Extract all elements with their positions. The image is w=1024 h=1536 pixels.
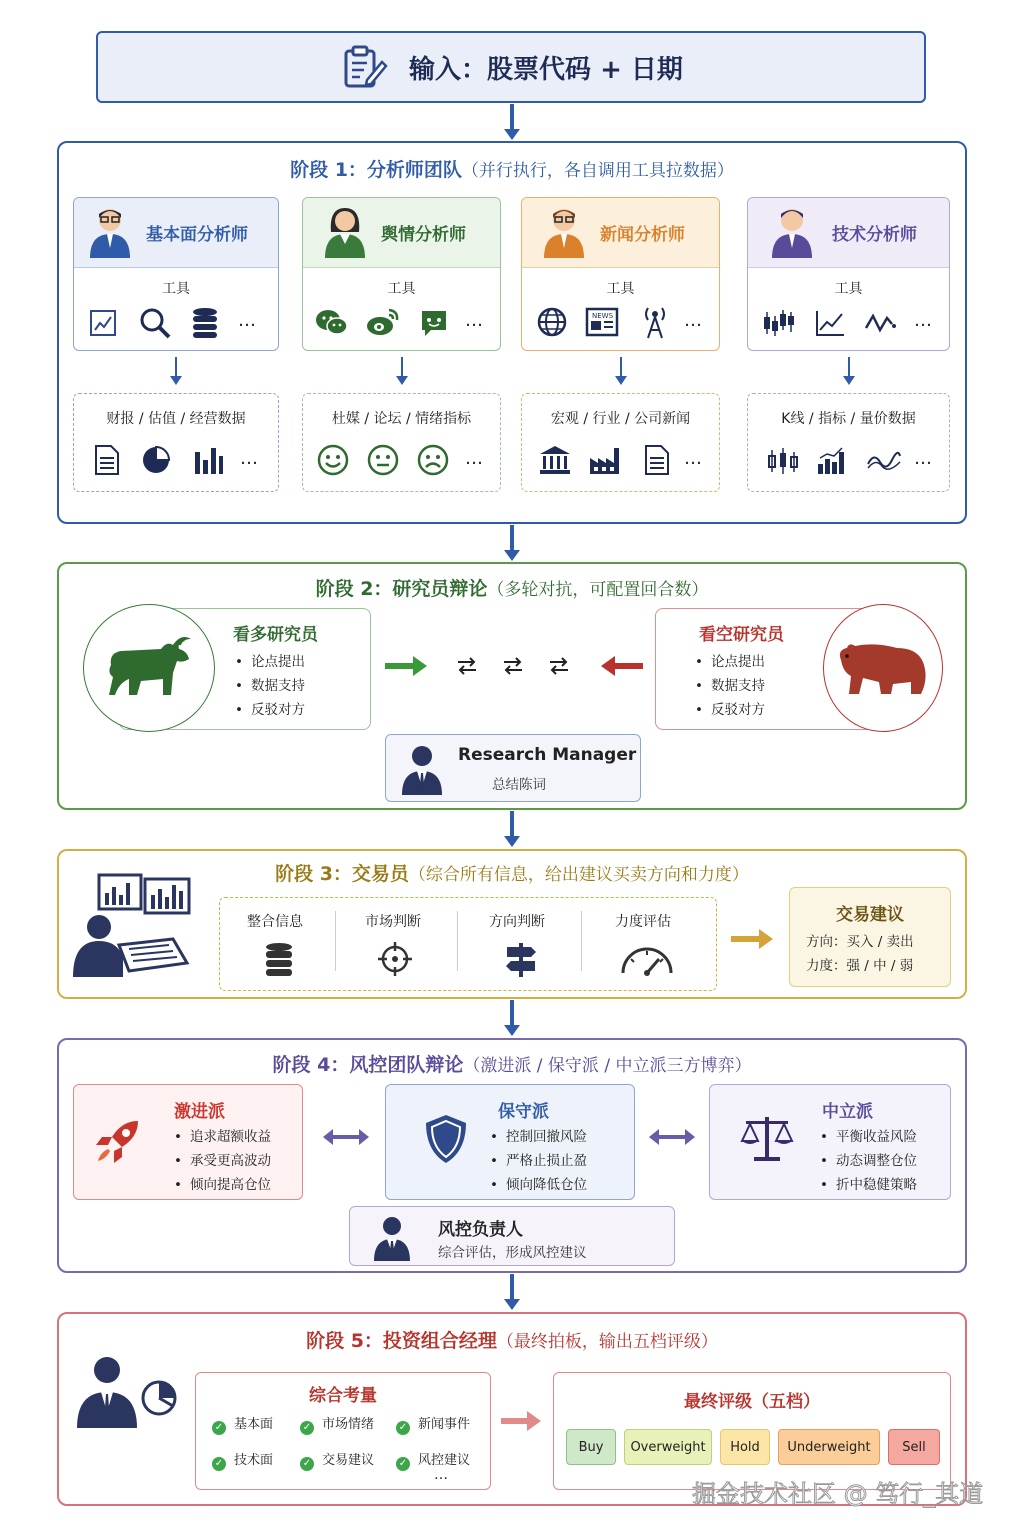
considerations-title: 综合考量 <box>309 1386 377 1406</box>
consideration-item: ✓ 风控建议 <box>396 1449 470 1471</box>
tools-label: 工具 <box>387 281 416 297</box>
chat-bubble-icon <box>419 308 449 338</box>
rating-sell: Sell <box>888 1429 940 1465</box>
check-icon: ✓ <box>396 1457 410 1471</box>
neutral-points <box>820 1125 917 1197</box>
shield-icon <box>424 1113 468 1165</box>
check-icon: ✓ <box>300 1421 314 1435</box>
aggressive-point: • 承受更高波动 <box>174 1149 271 1173</box>
bear-point: • 数据支持 <box>695 674 765 698</box>
bull-point: • 反驳对方 <box>235 698 305 722</box>
ratings-title: 最终评级（五档） <box>684 1392 820 1412</box>
aggressive-points <box>174 1125 271 1197</box>
globe-icon <box>536 306 568 338</box>
consideration-item: ✓ 基本面 <box>212 1413 273 1435</box>
risk-lead-role: 综合评估，形成风控建议 <box>438 1245 587 1261</box>
aggressive-point: • 追求超额收益 <box>174 1125 271 1149</box>
stage-4-title: 阶段 4：风控团队辩论（激进派 / 保守派 / 中立派三方博弈） <box>272 1054 752 1076</box>
aggressive-title: 激进派 <box>174 1102 225 1122</box>
database-icon <box>263 941 295 977</box>
search-icon <box>138 306 172 340</box>
analyst-avatar-icon <box>88 204 132 258</box>
bear-point: • 论点提出 <box>695 650 765 674</box>
risk-lead-card <box>349 1206 675 1266</box>
analyst-avatar-icon <box>323 204 367 258</box>
conservative-card <box>385 1084 635 1200</box>
weibo-icon <box>365 306 401 338</box>
line-chart-icon <box>814 308 846 338</box>
more-indicator: … <box>465 448 483 469</box>
data-label: 杜媒 / 论坛 / 情绪指标 <box>331 411 472 427</box>
more-indicator: … <box>914 310 932 331</box>
check-icon: ✓ <box>300 1457 314 1471</box>
green-arrow-right-icon <box>385 654 429 678</box>
tools-label: 工具 <box>162 281 190 297</box>
analyst-card-sentiment <box>302 197 501 351</box>
data-label: 财报 / 估值 / 经营数据 <box>106 411 246 427</box>
rating-underweight: Underweight <box>778 1429 880 1465</box>
gold-arrow-right-icon <box>731 927 775 951</box>
flow-arrow <box>620 357 622 377</box>
data-card-technical <box>747 393 950 492</box>
divider <box>457 911 458 971</box>
conservative-point: • 倾向降低仓位 <box>490 1173 587 1197</box>
double-arrow-icon <box>321 1128 371 1146</box>
divider <box>335 911 336 971</box>
input-box <box>96 31 926 103</box>
stage-5-title: 阶段 5：投资组合经理（最终拍板，输出五档评级） <box>306 1330 718 1352</box>
flow-arrow <box>510 1274 514 1300</box>
newspaper-icon <box>584 306 620 338</box>
trader-workstation-icon <box>69 871 197 981</box>
ratings-card <box>553 1372 951 1490</box>
candlestick-icon <box>766 446 800 476</box>
neutral-point: • 平衡收益风险 <box>820 1125 917 1149</box>
bear-circle <box>823 604 943 732</box>
database-icon <box>190 306 220 340</box>
more-indicator: … <box>240 448 258 469</box>
analyst-name: 舆情分析师 <box>381 225 466 245</box>
step-label: 力度评估 <box>615 914 671 930</box>
risk-lead-name: 风控负责人 <box>438 1220 523 1240</box>
more-indicator: … <box>434 1467 448 1483</box>
analyst-card-technical <box>747 197 950 351</box>
consideration-item: ✓ 市场情绪 <box>300 1413 374 1435</box>
bar-chart-icon <box>192 444 224 476</box>
more-indicator: … <box>684 448 702 469</box>
trade-advice-card <box>789 887 951 987</box>
analyst-card-fundamental <box>73 197 279 351</box>
document-icon <box>644 444 670 476</box>
neutral-face-icon <box>367 444 399 476</box>
analyst-avatar-icon <box>770 204 814 258</box>
moving-average-icon <box>866 448 902 474</box>
analyst-name: 基本面分析师 <box>146 225 248 245</box>
analyst-avatar-icon <box>542 204 586 258</box>
step-label: 方向判断 <box>489 914 545 930</box>
bull-point: • 数据支持 <box>235 674 305 698</box>
bank-building-icon <box>538 444 572 476</box>
bear-icon <box>835 638 931 698</box>
pie-chart-icon <box>140 444 172 476</box>
stage-2-panel <box>57 562 967 810</box>
advice-direction: 方向：买入 / 卖出 <box>806 934 914 950</box>
consideration-item: ✓ 新闻事件 <box>396 1413 470 1435</box>
flow-arrow <box>510 1000 514 1026</box>
tools-label: 工具 <box>606 281 635 297</box>
chart-report-icon <box>88 308 118 338</box>
neutral-title: 中立派 <box>822 1102 873 1122</box>
rating-hold: Hold <box>720 1429 770 1465</box>
factory-icon <box>588 444 622 476</box>
svg-text:NEWS: NEWS <box>592 312 614 320</box>
watermark: 掘金技术社区 @ 笃行_其道 <box>692 1480 984 1508</box>
flow-arrow <box>510 525 514 551</box>
gauge-icon <box>619 943 675 977</box>
stage-4-panel <box>57 1038 967 1273</box>
flow-arrow <box>510 811 514 837</box>
pink-arrow-right-icon <box>501 1410 543 1432</box>
step-label: 市场判断 <box>365 914 421 930</box>
wave-indicator-icon <box>864 310 898 336</box>
check-icon: ✓ <box>212 1457 226 1471</box>
flow-arrow <box>848 357 850 377</box>
consideration-item: ✓ 交易建议 <box>300 1449 374 1471</box>
neutral-point: • 动态调整仓位 <box>820 1149 917 1173</box>
analyst-name: 新闻分析师 <box>600 225 685 245</box>
manager-name: Research Manager <box>458 745 637 765</box>
bear-title: 看空研究员 <box>699 625 784 645</box>
conservative-point: • 严格止损止盈 <box>490 1149 587 1173</box>
exchange-arrows-icon <box>455 654 479 678</box>
bull-title: 看多研究员 <box>233 625 318 645</box>
data-card-sentiment <box>302 393 501 492</box>
more-indicator: … <box>914 448 932 469</box>
more-indicator: … <box>238 310 256 331</box>
happy-face-icon <box>317 444 349 476</box>
more-indicator: … <box>465 310 483 331</box>
double-arrow-icon <box>647 1128 697 1146</box>
exchange-arrows-icon <box>501 654 525 678</box>
aggressive-card <box>73 1084 303 1200</box>
broadcast-tower-icon <box>640 304 670 340</box>
sad-face-icon <box>417 444 449 476</box>
input-label: 输入：股票代码 + 日期 <box>409 54 683 85</box>
data-label: K线 / 指标 / 量价数据 <box>781 411 916 427</box>
advice-title: 交易建议 <box>836 905 904 925</box>
stage-3-title: 阶段 3：交易员（综合所有信息，给出建议买卖方向和力度） <box>275 863 749 885</box>
check-icon: ✓ <box>212 1421 226 1435</box>
bear-point: • 反驳对方 <box>695 698 765 722</box>
aggressive-point: • 倾向提高仓位 <box>174 1173 271 1197</box>
portfolio-manager-icon <box>73 1350 181 1430</box>
wechat-icon <box>315 308 349 338</box>
flow-arrow <box>401 357 403 377</box>
bull-icon <box>101 633 197 703</box>
conservative-title: 保守派 <box>498 1102 549 1122</box>
more-indicator: … <box>684 310 702 331</box>
volume-bars-icon <box>816 446 850 476</box>
data-card-news <box>521 393 720 492</box>
analyst-card-news <box>521 197 720 351</box>
conservative-points <box>490 1125 587 1197</box>
consideration-item: ✓ 技术面 <box>212 1449 273 1471</box>
data-label: 宏观 / 行业 / 公司新闻 <box>550 411 691 427</box>
clipboard-pen-icon <box>339 42 389 92</box>
red-arrow-left-icon <box>599 654 643 678</box>
exchange-arrows-icon <box>547 654 571 678</box>
signpost-icon <box>503 941 539 979</box>
divider <box>581 911 582 971</box>
analyst-name: 技术分析师 <box>832 225 917 245</box>
research-manager-card <box>385 734 641 802</box>
tools-label: 工具 <box>834 281 863 297</box>
manager-avatar-icon <box>400 741 444 795</box>
stage-2-title: 阶段 2：研究员辩论（多轮对抗，可配置回合数） <box>315 578 709 600</box>
advice-strength: 力度：强 / 中 / 弱 <box>806 958 914 974</box>
balance-scale-icon <box>740 1113 794 1163</box>
manager-role: 总结陈词 <box>492 777 546 793</box>
considerations-card <box>195 1372 491 1490</box>
manager-avatar-icon <box>372 1213 412 1261</box>
candlestick-icon <box>762 308 796 338</box>
step-label: 整合信息 <box>247 914 303 930</box>
rocket-icon <box>92 1115 144 1167</box>
stage-1-title: 阶段 1：分析师团队（并行执行，各自调用工具拉数据） <box>290 159 734 181</box>
flow-arrow <box>175 357 177 377</box>
crosshair-icon <box>377 941 413 977</box>
stage-3-panel <box>57 849 967 999</box>
bull-point: • 论点提出 <box>235 650 305 674</box>
document-icon <box>94 444 120 476</box>
bear-points <box>695 650 765 722</box>
conservative-point: • 控制回撤风险 <box>490 1125 587 1149</box>
neutral-point: • 折中稳健策略 <box>820 1173 917 1197</box>
data-card-fundamental <box>73 393 279 492</box>
check-icon: ✓ <box>396 1421 410 1435</box>
rating-buy: Buy <box>566 1429 616 1465</box>
flow-arrow <box>510 104 514 130</box>
stage-1-panel <box>57 141 967 524</box>
neutral-card <box>709 1084 951 1200</box>
bull-circle <box>83 604 215 732</box>
bull-points <box>235 650 305 722</box>
rating-overweight: Overweight <box>624 1429 712 1465</box>
